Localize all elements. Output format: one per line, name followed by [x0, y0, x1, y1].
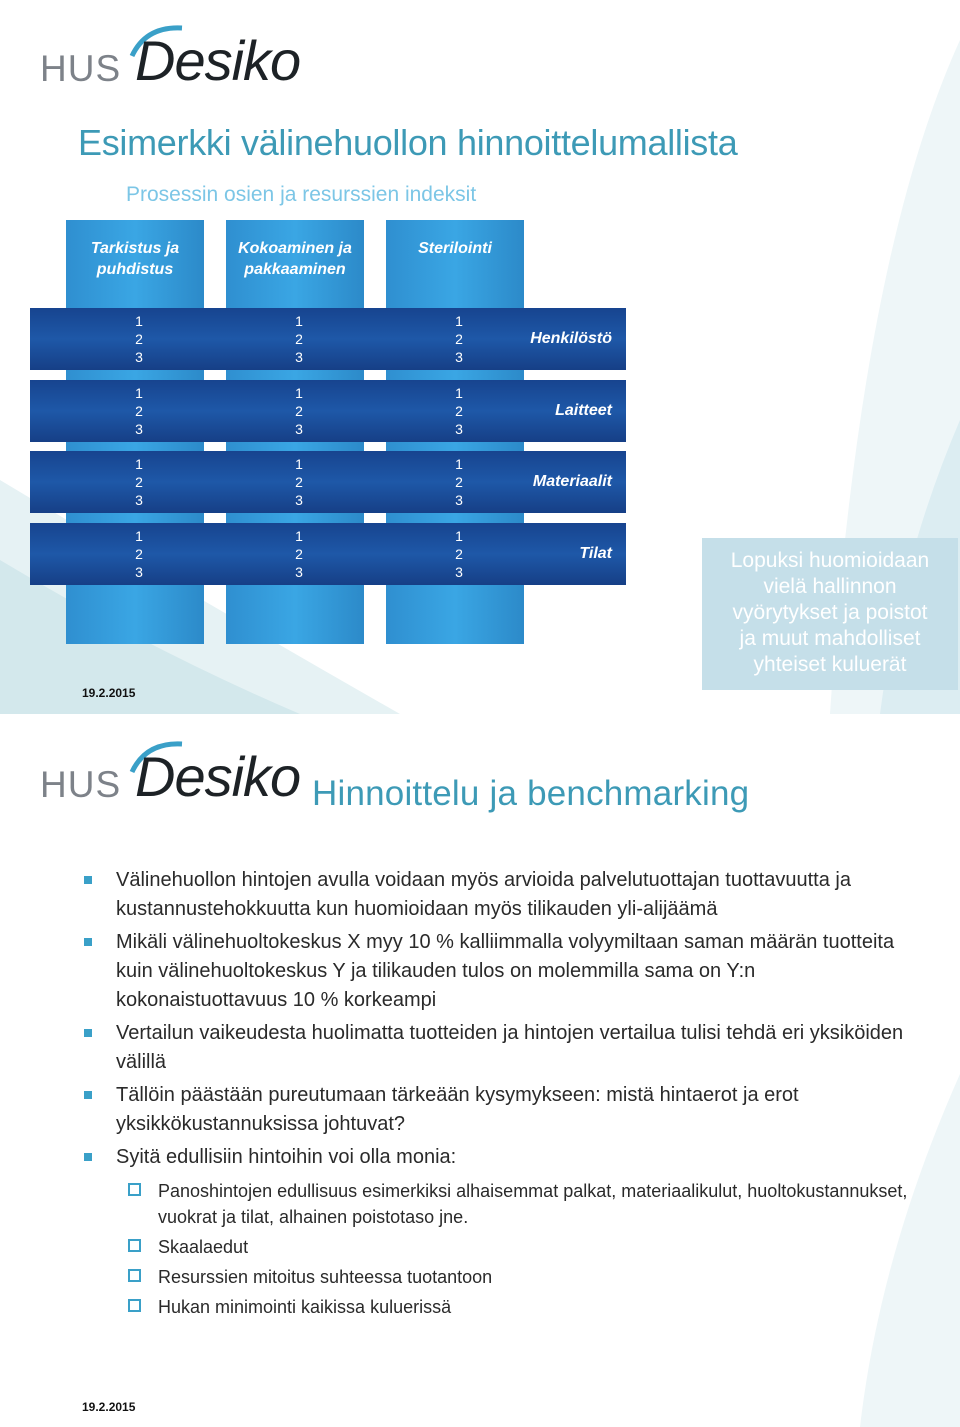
column-label: Sterilointi [418, 240, 492, 257]
sub-list-item: Hukan minimointi kaikissa kuluerissä [80, 1294, 930, 1320]
slide-2 [0, 714, 960, 1427]
resource-band [30, 308, 626, 370]
resource-label: Materiaalit [532, 473, 612, 490]
logo-hus: HUS [40, 764, 122, 805]
list-item: Välinehuollon hintojen avulla voidaan myös arvioida palvelutuottajan tuottavuutta ja kustannustehokkuutta kun huomioidaan myös tilikauden yli-alijäämä [80, 866, 930, 924]
overhead-note: Lopuksi huomioidaan vielä hallinnon vyörytykset ja poistot ja muut mahdolliset yhteiset kuluerät [702, 538, 958, 690]
resource-band [30, 451, 626, 513]
slide-date: 19.2.2015 [82, 1400, 136, 1414]
index-values: 1 2 3 [135, 528, 143, 580]
index-values: 1 2 3 [455, 456, 463, 508]
index-values: 1 2 3 [295, 385, 303, 437]
slide-date: 19.2.2015 [82, 686, 136, 700]
list-item: Mikäli välinehuoltokeskus X myy 10 % kalliimmalla volyymiltaan saman määrän tuotteita kuin välinehuoltokeskus Y ja tilikauden tulos on molemmilla sama on Y:n kokonaistuottavuus 10 % korkeampi [80, 928, 930, 1015]
slide-title: Esimerkki välinehuollon hinnoittelumallista [78, 122, 738, 163]
list-item: Tällöin päästään pureutumaan tärkeään kysymykseen: mistä hintaerot ja erot yksikkökustannuksissa johtuvat? [80, 1081, 930, 1139]
resource-band [30, 523, 626, 585]
process-resource-matrix [28, 214, 628, 654]
resource-label: Tilat [579, 545, 612, 562]
checkbox-bullet-icon [128, 1269, 141, 1282]
bullet-icon [84, 1091, 92, 1099]
bullet-icon [84, 1153, 92, 1161]
bullet-icon [84, 938, 92, 946]
bullet-icon [84, 876, 92, 884]
hus-desiko-logo [40, 28, 301, 92]
resource-label: Henkilöstö [530, 330, 612, 347]
checkbox-bullet-icon [128, 1183, 141, 1196]
slide-title: Hinnoittelu ja benchmarking [312, 774, 750, 813]
bullet-list [80, 866, 930, 1324]
logo-hus: HUS [40, 48, 122, 89]
sub-list-item: Skaalaedut [80, 1234, 930, 1260]
sub-list-item: Resurssien mitoitus suhteessa tuotantoon [80, 1264, 930, 1290]
index-values: 1 2 3 [455, 385, 463, 437]
resource-band [30, 380, 626, 442]
index-values: 1 2 3 [135, 385, 143, 437]
list-item: Syitä edullisiin hintoihin voi olla monia: [80, 1143, 930, 1172]
sub-list-item: Panoshintojen edullisuus esimerkiksi alhaisemmat palkat, materiaalikulut, huoltokustannukset, vuokrat ja tilat, alhainen poistotaso jne. [80, 1178, 930, 1230]
index-values: 1 2 3 [455, 528, 463, 580]
index-values: 1 2 3 [455, 313, 463, 365]
index-values: 1 2 3 [135, 313, 143, 365]
list-item: Vertailun vaikeudesta huolimatta tuotteiden ja hintojen vertailua tulisi tehdä eri yksiköiden välillä [80, 1019, 930, 1077]
slide-subtitle: Prosessin osien ja resurssien indeksit [126, 183, 477, 206]
bullet-icon [84, 1029, 92, 1037]
logo-desiko: Desiko [135, 745, 301, 808]
index-values: 1 2 3 [135, 456, 143, 508]
logo-desiko: Desiko [135, 29, 301, 92]
column-label: Tarkistus ja puhdistus [90, 240, 180, 278]
index-values: 1 2 3 [295, 313, 303, 365]
resource-label: Laitteet [555, 402, 612, 419]
checkbox-bullet-icon [128, 1239, 141, 1252]
checkbox-bullet-icon [128, 1299, 141, 1312]
index-values: 1 2 3 [295, 456, 303, 508]
hus-desiko-logo [40, 744, 301, 808]
column-label: Kokoaminen ja pakkaaminen [238, 240, 352, 278]
index-values: 1 2 3 [295, 528, 303, 580]
